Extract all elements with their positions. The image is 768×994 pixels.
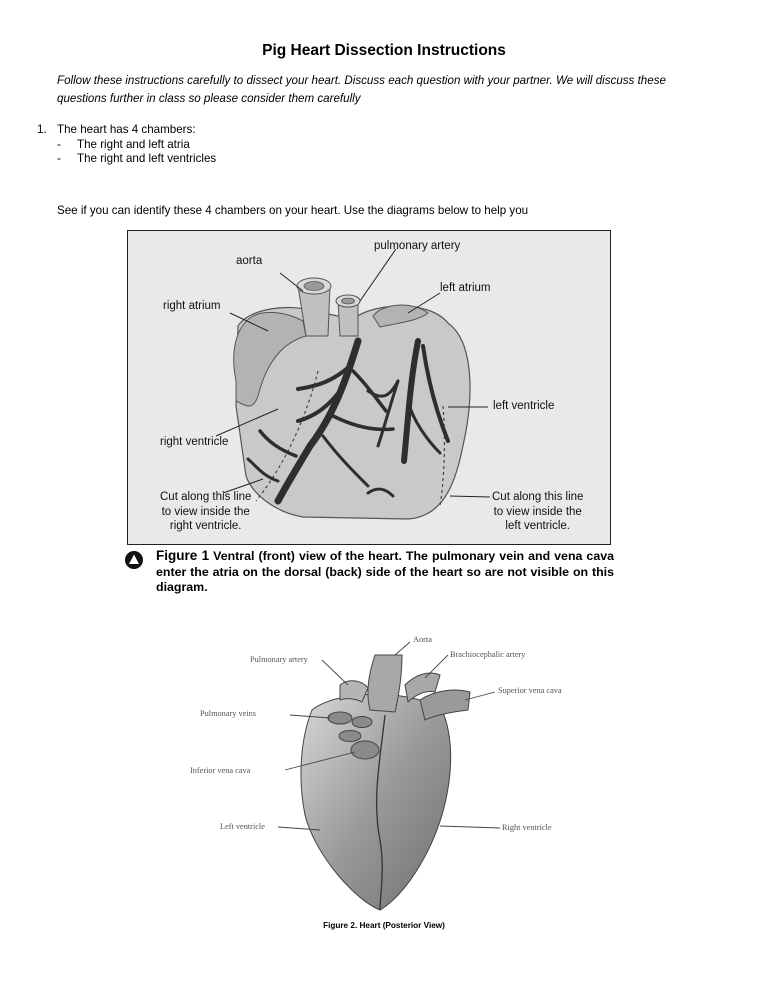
label2-brachiocephalic-artery: Brachiocephalic artery — [450, 650, 526, 659]
label-right-ventricle: right ventricle — [160, 436, 229, 448]
label-pulmonary-artery: pulmonary artery — [374, 240, 461, 252]
bullet-dash: - — [57, 152, 61, 165]
question-text: The heart has 4 chambers: — [57, 123, 196, 136]
bullet-dash: - — [57, 137, 61, 151]
figure-1-caption-label: Figure 1 — [156, 548, 210, 563]
heart-posterior-illustration — [180, 630, 600, 920]
label-aorta: aorta — [236, 255, 263, 267]
question-number: 1. — [37, 123, 47, 136]
label-cut-right: Cut along this line to view inside the right ventricle. — [160, 491, 252, 532]
label-left-ventricle: left ventricle — [493, 400, 555, 412]
aorta-posterior — [368, 655, 402, 712]
pulmonary-artery-posterior — [340, 681, 368, 702]
figure-1-ventral-diagram — [127, 230, 611, 545]
bullet-text: The right and left atria — [77, 137, 190, 151]
identify-instruction: See if you can identify these 4 chambers on your heart. Use the diagrams below to help you — [57, 204, 529, 217]
superior-vena-cava-posterior — [420, 690, 470, 720]
label2-pulmonary-veins: Pulmonary veins — [200, 709, 256, 718]
intro-paragraph: Follow these instructions carefully to dissect your heart. Discuss each question with your partner. We will discuss these questions further in class so please consider them carefully — [57, 74, 666, 105]
label2-left-ventricle: Left ventricle — [220, 822, 265, 831]
inferior-vena-cava-posterior — [351, 741, 379, 759]
label-cut-left: Cut along this line to view inside the left ventricle. — [492, 491, 584, 532]
label-left-atrium: left atrium — [440, 282, 491, 294]
figure-1-caption-text: Ventral (front) view of the heart. The pulmonary vein and vena cava enter the atria on the dorsal (back) side of the heart so are not visible on this diagram. — [156, 549, 614, 594]
label2-superior-vena-cava: Superior vena cava — [498, 686, 562, 695]
figure-2-posterior-diagram — [180, 630, 600, 920]
bullet-text: The right and left ventricles — [77, 152, 217, 165]
page-title: Pig Heart Dissection Instructions — [262, 42, 506, 59]
label2-aorta: Aorta — [413, 635, 432, 644]
label-right-atrium: right atrium — [163, 300, 221, 312]
figure-2-caption: Figure 2. Heart (Posterior View) — [323, 921, 445, 930]
heart-posterior-body — [301, 694, 451, 910]
warning-triangle-icon — [124, 550, 144, 570]
label2-pulmonary-artery: Pulmonary artery — [250, 655, 308, 664]
label2-inferior-vena-cava: Inferior vena cava — [190, 766, 251, 775]
label2-right-ventricle: Right ventricle — [502, 823, 552, 832]
